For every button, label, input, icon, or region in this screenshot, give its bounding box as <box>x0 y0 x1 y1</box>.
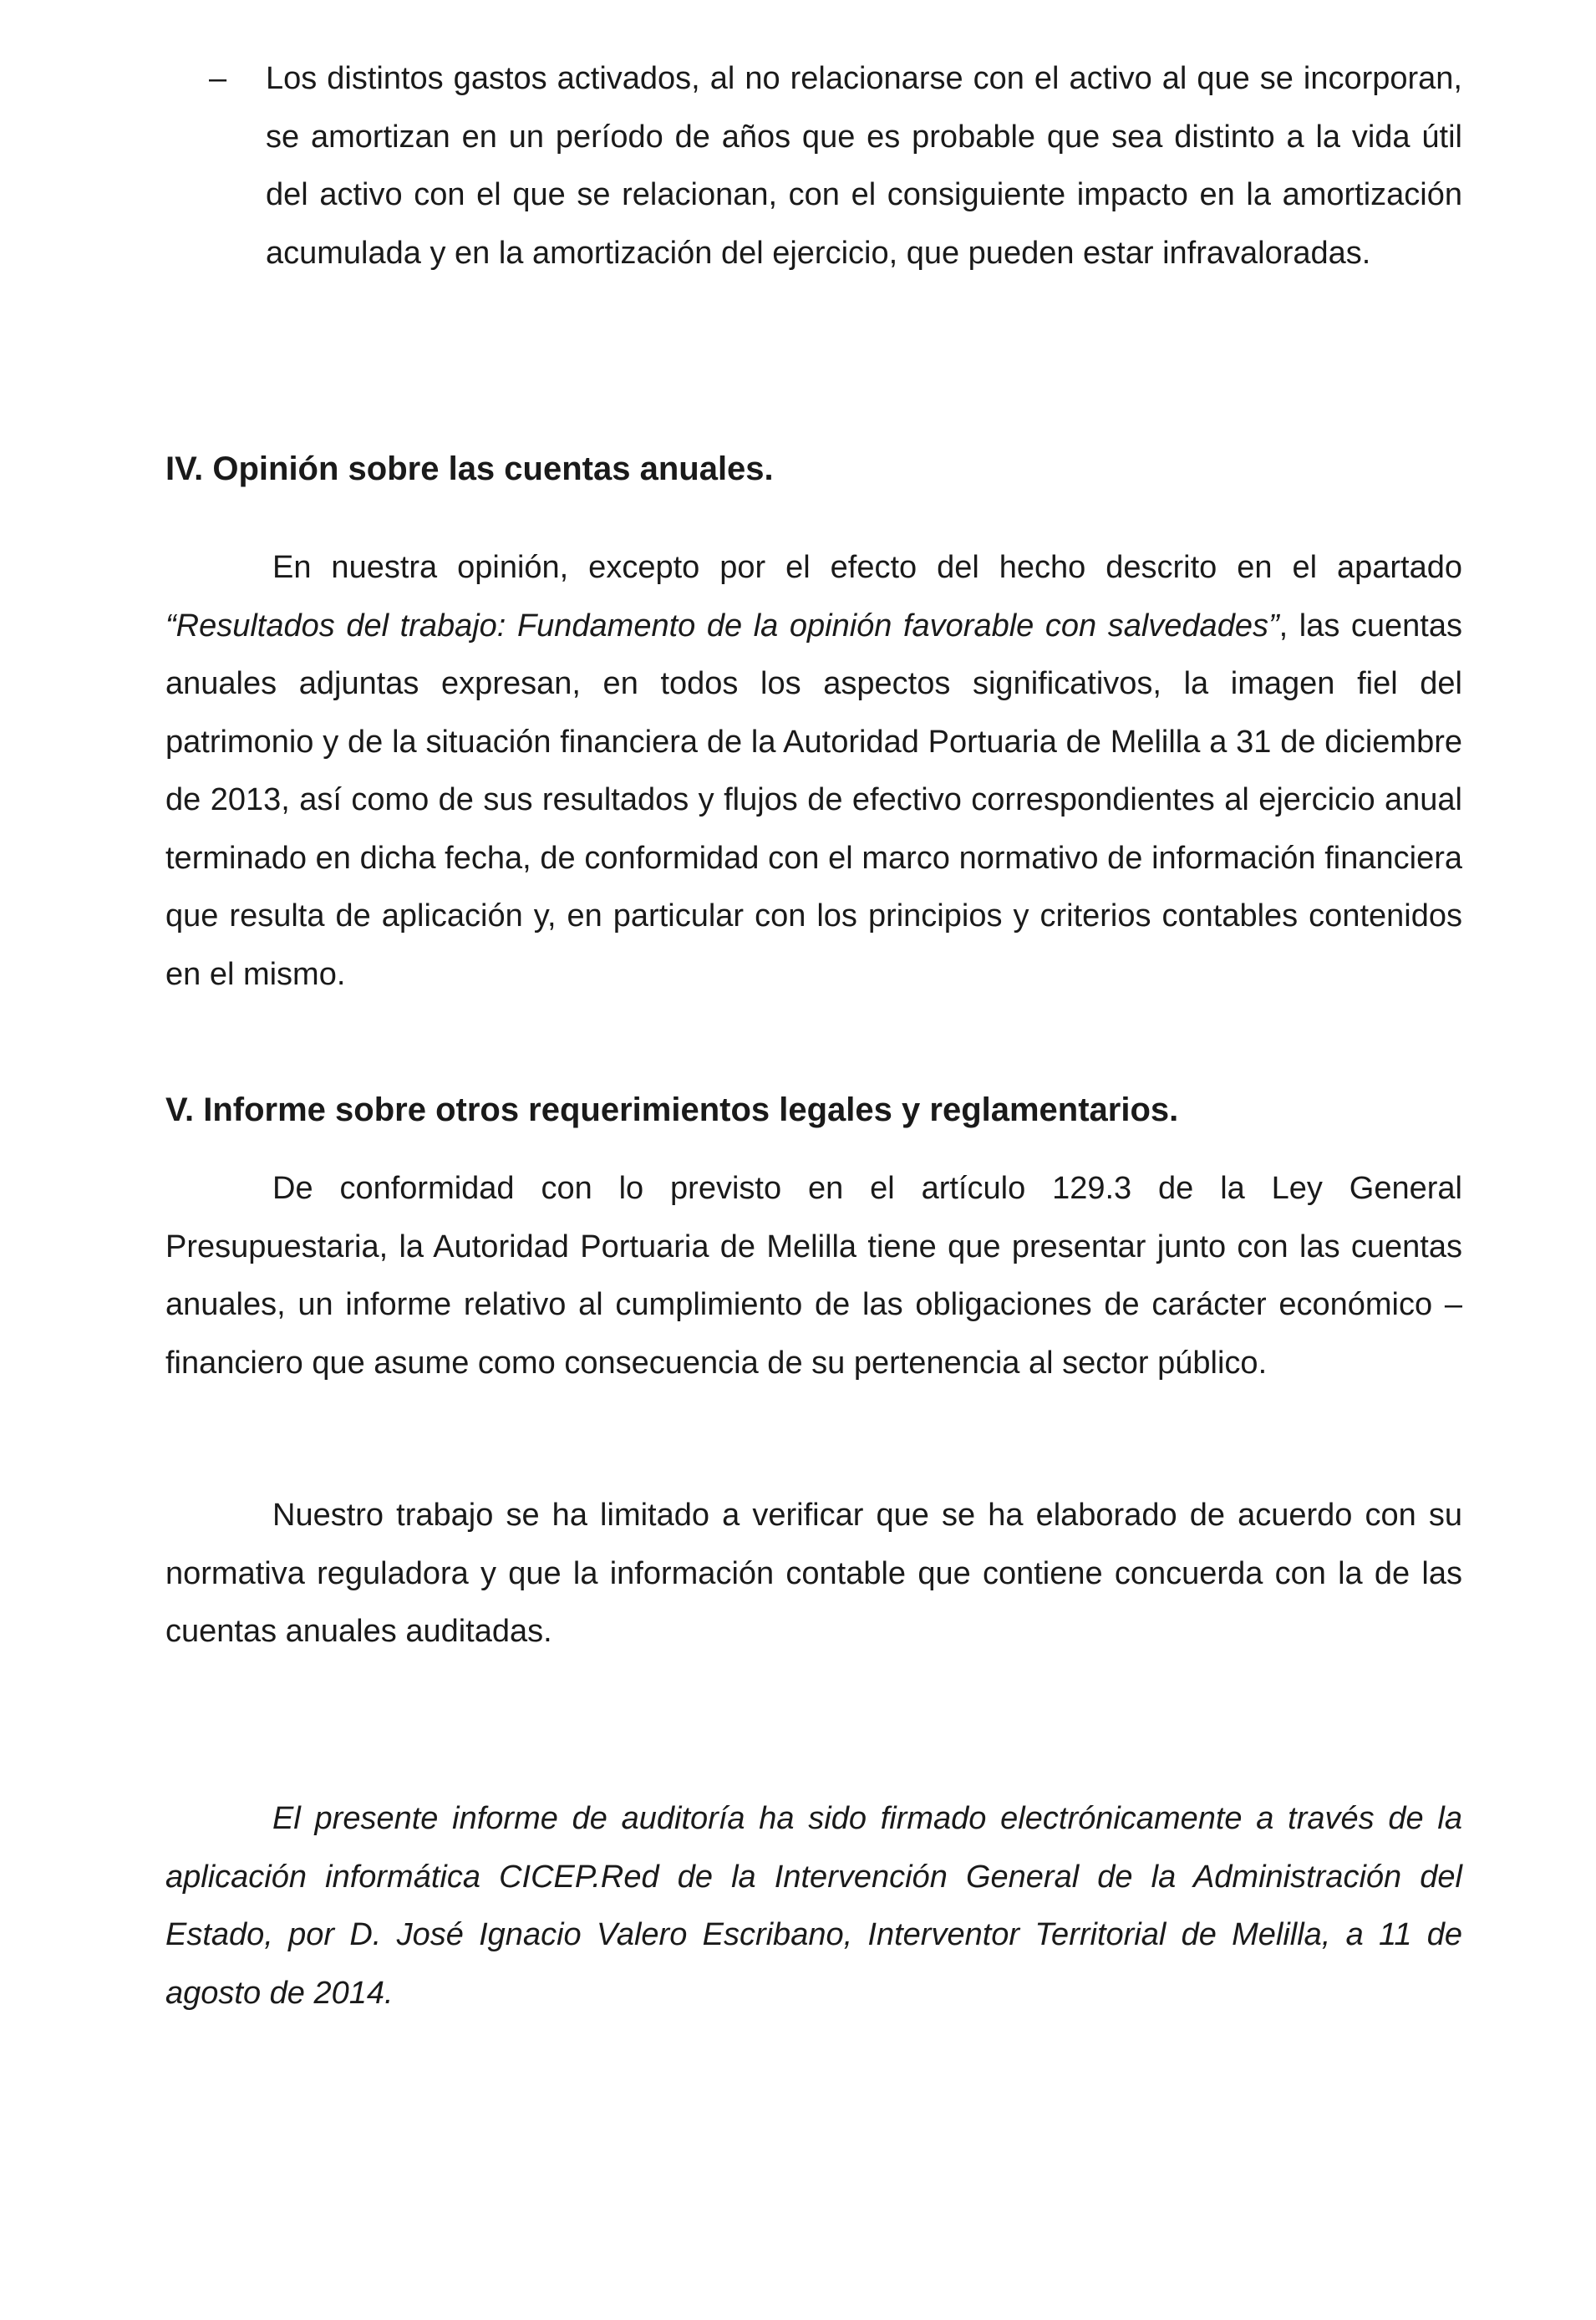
section-v-paragraph-2: Nuestro trabajo se ha limitado a verificar que se ha elaborado de acuerdo con su normativa reguladora y que la información contable que contiene concuerda con la de las cuentas anuales auditadas. <box>165 1498 1462 1649</box>
section-iv-paragraph-quote: “Resultados del trabajo: Fundamento de la opinión favorable con salvedades” <box>165 608 1279 644</box>
section-iv-heading: IV. Opinión sobre las cuentas anuales. <box>165 450 774 487</box>
bullet-list-item <box>209 50 1462 282</box>
bullet-dash: – <box>209 61 227 96</box>
bullet-text: Los distintos gastos activados, al no relacionarse con el activo al que se incorporan, se amortizan en un período de años que es probable que sea distinto a la vida útil del activo con el que se relacionan, con el consiguiente impacto en la amortización acumulada y en la amortización del ejercicio, que pueden estar infravaloradas. <box>266 61 1462 271</box>
section-iv-paragraph-start: En nuestra opinión, excepto por el efecto del hecho descrito en el apartado <box>272 550 1462 585</box>
section-iv-paragraph-end: , las cuentas anuales adjuntas expresan, en todos los aspectos significativos, la imagen fiel del patrimonio y de la situación financiera de la Autoridad Portuaria de Melilla a 31 de diciembre de 2013, así como de sus resultados y flujos de efectivo correspondientes al ejercicio anual terminado en dicha fecha, de conformidad con el marco normativo de información financiera que resulta de aplicación y, en particular con los principios y criterios contables contenidos en el mismo. <box>165 608 1462 992</box>
signature-paragraph: El presente informe de auditoría ha sido firmado electrónicamente a través de la aplicación informática CICEP.Red de la Intervención General de la Administración del Estado, por D. José Ignacio Valero Escribano, Interventor Territorial de Melilla, a 11 de agosto de 2014. <box>165 1801 1462 2011</box>
section-v-heading: V. Informe sobre otros requerimientos legales y reglamentarios. <box>165 1091 1179 1128</box>
section-v-paragraph-1: De conformidad con lo previsto en el artículo 129.3 de la Ley General Presupuestaria, la Autoridad Portuaria de Melilla tiene que presentar junto con las cuentas anuales, un informe relativo al cumplimiento de las obligaciones de carácter económico – financiero que asume como consecuencia de su pertenencia al sector público. <box>165 1171 1462 1381</box>
section-iv-paragraph <box>165 539 1462 1004</box>
